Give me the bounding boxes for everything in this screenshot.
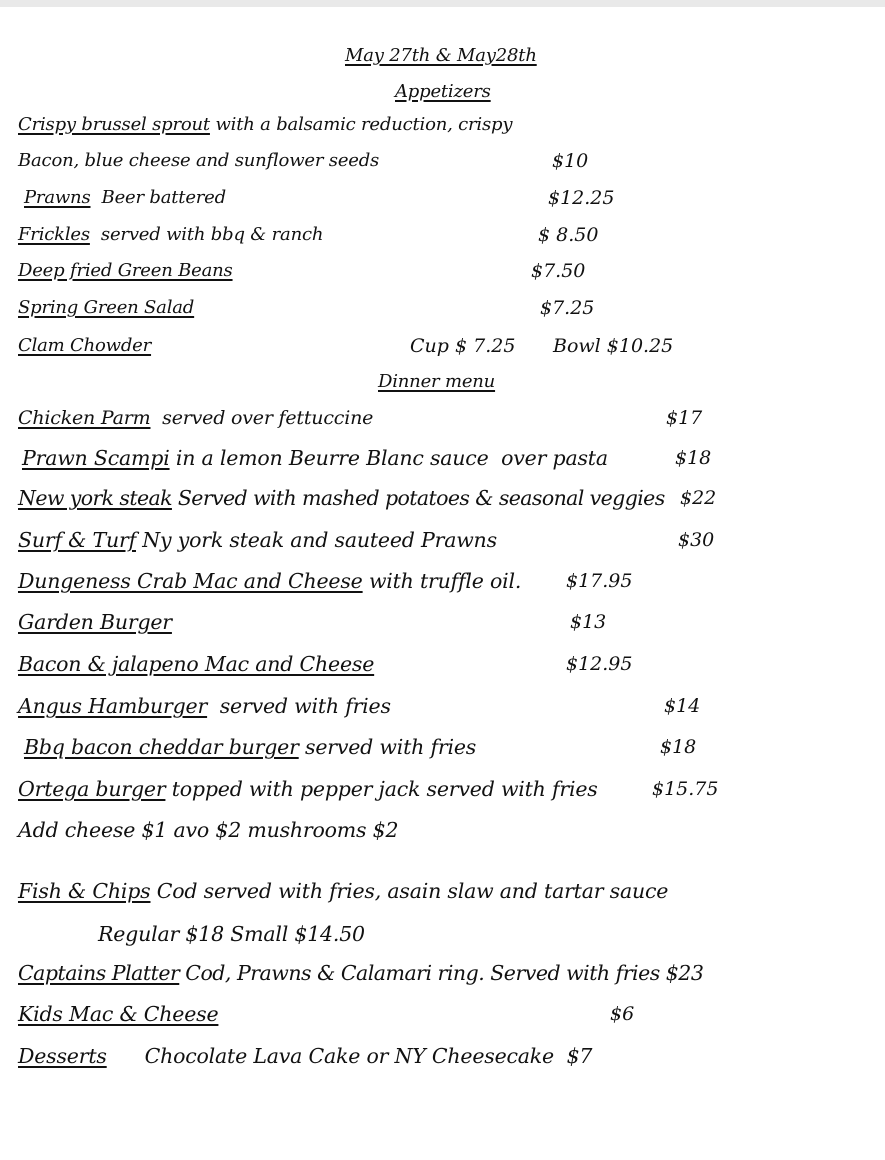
item-name: Ortega burger xyxy=(18,777,166,801)
item-name: Captains Platter xyxy=(18,961,180,985)
prawn-scampi-price: $18 xyxy=(675,447,712,469)
item-name: Crispy brussel sprout xyxy=(18,114,210,135)
dinner-new-york-steak xyxy=(18,486,665,510)
appetizer-brussel-sprout xyxy=(18,113,512,137)
item-name: Fish & Chips xyxy=(18,879,151,903)
appetizers-heading: Appetizers xyxy=(395,81,491,102)
crab-mac-price: $17.95 xyxy=(566,570,633,592)
ortega-burger-price: $15.75 xyxy=(652,778,719,800)
appetizer-frickles-price: $ 8.50 xyxy=(538,224,599,246)
item-desc: with a balsamic reduction, crispy xyxy=(209,114,513,135)
appetizer-green-beans xyxy=(18,259,233,283)
angus-hamburger-price: $14 xyxy=(664,695,701,717)
appetizer-clam-chowder xyxy=(18,334,151,358)
item-name: Bacon & jalapeno Mac and Cheese xyxy=(18,652,375,676)
dinner-fish-chips xyxy=(18,879,668,903)
item-desc: served with fries xyxy=(207,694,391,718)
menu-date: May 27th & May28th xyxy=(345,45,537,66)
dinner-garden-burger xyxy=(18,610,172,634)
item-desc: Served with mashed potatoes & seasonal veggies xyxy=(171,486,665,510)
clam-chowder-bowl-price: Bowl $10.25 xyxy=(553,335,674,357)
dinner-kids-mac xyxy=(18,1002,218,1026)
item-desc: Cod, Prawns & Calamari ring. Served with fries $23 xyxy=(179,961,704,985)
item-name: Chicken Parm xyxy=(18,407,151,429)
item-name: Garden Burger xyxy=(18,610,172,634)
item-desc: Chocolate Lava Cake or NY Cheesecake $7 xyxy=(106,1044,593,1068)
top-bar xyxy=(0,0,885,7)
appetizer-brussel-sprout-price: $10 xyxy=(552,150,589,172)
item-desc: Ny york steak and sauteed Prawns xyxy=(135,528,497,552)
dinner-chicken-parm xyxy=(18,406,373,430)
appetizer-prawns-price: $12.25 xyxy=(548,187,615,209)
item-name: Prawns xyxy=(24,187,91,208)
item-desc: in a lemon Beurre Blanc sauce over pasta xyxy=(169,446,608,470)
bacon-jalapeno-mac-price: $12.95 xyxy=(566,653,633,675)
appetizer-green-salad xyxy=(18,296,194,320)
item-name: New york steak xyxy=(18,486,172,510)
fish-chips-prices: Regular $18 Small $14.50 xyxy=(98,922,365,946)
item-desc: served over fettuccine xyxy=(150,407,374,429)
kids-mac-price: $6 xyxy=(610,1003,635,1025)
bbq-bacon-burger-price: $18 xyxy=(660,736,697,758)
item-name: Dungeness Crab Mac and Cheese xyxy=(18,569,363,593)
appetizer-brussel-sprout-cont: Bacon, blue cheese and sunflower seeds xyxy=(18,150,380,171)
item-name: Deep fried Green Beans xyxy=(18,260,233,281)
appetizer-green-salad-price: $7.25 xyxy=(540,297,595,319)
dinner-prawn-scampi xyxy=(22,446,608,470)
item-name: Angus Hamburger xyxy=(18,694,208,718)
burger-add-ons: Add cheese $1 avo $2 mushrooms $2 xyxy=(18,818,399,842)
item-name: Spring Green Salad xyxy=(18,297,195,318)
dinner-bbq-bacon-burger xyxy=(24,735,476,759)
item-name: Clam Chowder xyxy=(18,335,152,356)
appetizer-green-beans-price: $7.50 xyxy=(531,260,586,282)
dinner-crab-mac xyxy=(18,569,521,593)
item-name: Surf & Turf xyxy=(18,528,136,552)
appetizer-frickles xyxy=(18,223,323,247)
item-name: Frickles xyxy=(18,224,90,245)
dinner-desserts xyxy=(18,1044,592,1068)
item-desc: served with bbq & ranch xyxy=(89,224,324,245)
item-name: Desserts xyxy=(18,1044,107,1068)
dinner-heading: Dinner menu xyxy=(378,371,496,392)
dinner-bacon-jalapeno-mac xyxy=(18,652,374,676)
dinner-ortega-burger xyxy=(18,777,598,801)
dinner-surf-turf xyxy=(18,528,497,552)
item-desc: served with fries xyxy=(298,735,477,759)
new-york-steak-price: $22 xyxy=(680,487,717,509)
item-name: Kids Mac & Cheese xyxy=(18,1002,219,1026)
dinner-captains-platter xyxy=(18,961,703,985)
item-desc: with truffle oil. xyxy=(362,569,522,593)
garden-burger-price: $13 xyxy=(570,611,607,633)
dinner-angus-hamburger xyxy=(18,694,391,718)
item-desc: Cod served with fries, asain slaw and tartar sauce xyxy=(150,879,669,903)
item-desc: topped with pepper jack served with fries xyxy=(165,777,598,801)
chicken-parm-price: $17 xyxy=(666,407,703,429)
surf-turf-price: $30 xyxy=(678,529,715,551)
item-name: Prawn Scampi xyxy=(22,446,170,470)
item-desc: Beer battered xyxy=(90,187,226,208)
clam-chowder-cup-price: Cup $ 7.25 xyxy=(410,335,516,357)
item-name: Bbq bacon cheddar burger xyxy=(24,735,299,759)
appetizer-prawns xyxy=(24,186,226,210)
